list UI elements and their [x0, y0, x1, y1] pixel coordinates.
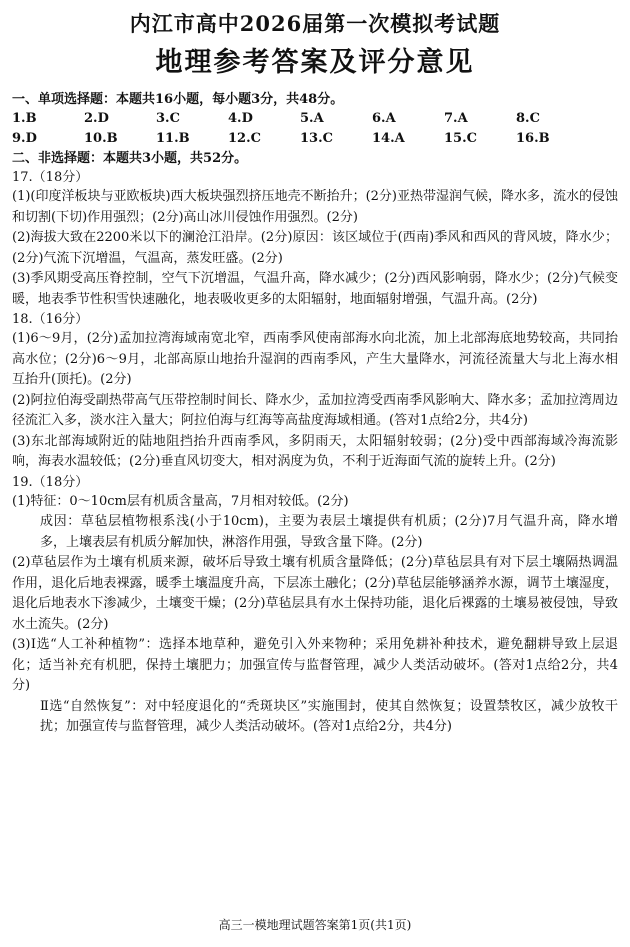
q19-answer-3-option-2: Ⅱ选“自然恢复”：对中轻度退化的“秃斑块区”实施围封，使其自然恢复；设置禁牧区，减少放牧干扰；加强宣传与监督管理，减少人类活动破坏。(答对1点给2分，共4分) — [40, 698, 618, 734]
q18-heading: 18.（16分） — [12, 312, 89, 327]
q17-answer-3: (3)季风期受高压脊控制，空气下沉增温，气温升高，降水减少；(2分)西风影响弱，降水少；(2分)气候变暖，地表季节性积雪快速融化，地表吸收更多的太阳辐射，地面辐射增强，气温升高。(2分) — [12, 271, 618, 307]
exam-title: 内江市高中2026届第一次模拟考试题 — [129, 11, 501, 36]
mcq-answer: 15.C — [444, 131, 477, 146]
mcq-answer: 1.B — [12, 111, 37, 126]
mcq-answer: 13.C — [300, 131, 333, 146]
mcq-answer: 10.B — [84, 131, 118, 146]
mcq-answer: 5.A — [300, 111, 324, 126]
mcq-answer: 4.D — [228, 111, 253, 126]
document-title: 地理参考答案及评分意见 — [155, 47, 475, 78]
part2-heading: 二、非选择题：本题共3小题，共52分。 — [12, 151, 248, 166]
mcq-answer: 8.C — [516, 111, 540, 126]
mcq-answer: 2.D — [84, 111, 109, 126]
mcq-answer: 14.A — [372, 131, 405, 146]
mcq-answer: 16.B — [516, 131, 550, 146]
mcq-answers-row-2 — [12, 129, 618, 149]
mcq-answer: 3.C — [156, 111, 180, 126]
q19-answer-2: (2)草毡层作为土壤有机质来源，破坏后导致土壤有机质含量降低；(2分)草毡层具有对下层土壤隔热调温作用，退化后地表裸露，暖季土壤温度升高，下层冻土融化；(2分)草毡层能够涵养水源，调节土壤湿度，退化后地表水下渗减少，土壤变干燥；(2分)草毡层具有水土保持功能，退化后裸露的土壤易被侵蚀，导致水土流失。(2分) — [12, 555, 618, 632]
q17-answer-2: (2)海拔大致在2200米以下的澜沧江沿岸。(2分)原因：该区域位于(西南)季风和西风的背风坡，降水少；(2分)气流下沉增温，气温高，蒸发旺盛。(2分) — [12, 230, 618, 266]
mcq-answers-row-1 — [12, 109, 618, 129]
mcq-answer: 9.D — [12, 131, 37, 146]
page-footer: 高三一模地理试题答案第1页(共1页) — [218, 918, 412, 932]
part1-heading: 一、单项选择题：本题共16小题，每小题3分，共48分。 — [12, 92, 344, 107]
mcq-answer: 11.B — [156, 131, 190, 146]
q18-answer-3: (3)东北部海域附近的陆地阻挡抬升西南季风，多阴雨天，太阳辐射较弱；(2分)受中西部海域冷海流影响，海表水温较低；(2分)垂直风切变大，相对涡度为负，不利于近海面气流的旋转上升。(2分) — [12, 433, 618, 469]
q18-answer-1: (1)6～9月，(2分)孟加拉湾海域南宽北窄，西南季风使南部海水向北流，加上北部海底地势较高，共同抬高水位；(2分)6～9月，北部高原山地抬升湿润的西南季风，产生大量降水，河流径流量大与北上海水相互抬升(顶托)。(2分) — [12, 331, 618, 387]
q17-heading: 17.（18分） — [12, 170, 89, 185]
q17-answer-1: (1)(印度洋板块与亚欧板块)西大板块强烈挤压地壳不断抬升；(2分)亚热带湿润气候，降水多，流水的侵蚀和切割(下切)作用强烈；(2分)高山冰川侵蚀作用强烈。(2分) — [12, 189, 618, 225]
q19-heading: 19.（18分） — [12, 474, 89, 490]
mcq-answer: 6.A — [372, 111, 396, 126]
q19-answer-1: (1)特征：0～10cm层有机质含量高，7月相对较低。(2分) — [12, 493, 349, 509]
mcq-answer: 7.A — [444, 111, 468, 126]
mcq-answer: 12.C — [228, 131, 261, 146]
q18-answer-2: (2)阿拉伯海受副热带高气压带控制时间长、降水少，孟加拉湾受西南季风影响大、降水多；孟加拉湾周边径流汇入多，淡水注入量大；阿拉伯海与红海等高盐度海域相通。(答对1点给2分，共4分) — [12, 392, 618, 428]
q19-answer-1-cause: 成因：草毡层植物根系浅(小于10cm)，主要为表层土壤提供有机质；(2分)7月气温升高，降水增多，上壤表层有机质分解加快，淋溶作用强，导致含量下降。(2分) — [40, 514, 618, 550]
q19-answer-3: (3)Ⅰ选“人工补种植物”：选择本地草种，避免引入外来物种；采用免耕补种技术，避免翻耕导致上层退化；适当补充有机肥，保持土壤肥力；加强宣传与监督管理，减少人类活动破坏。(答对1点给2分，共4分) — [12, 637, 618, 693]
